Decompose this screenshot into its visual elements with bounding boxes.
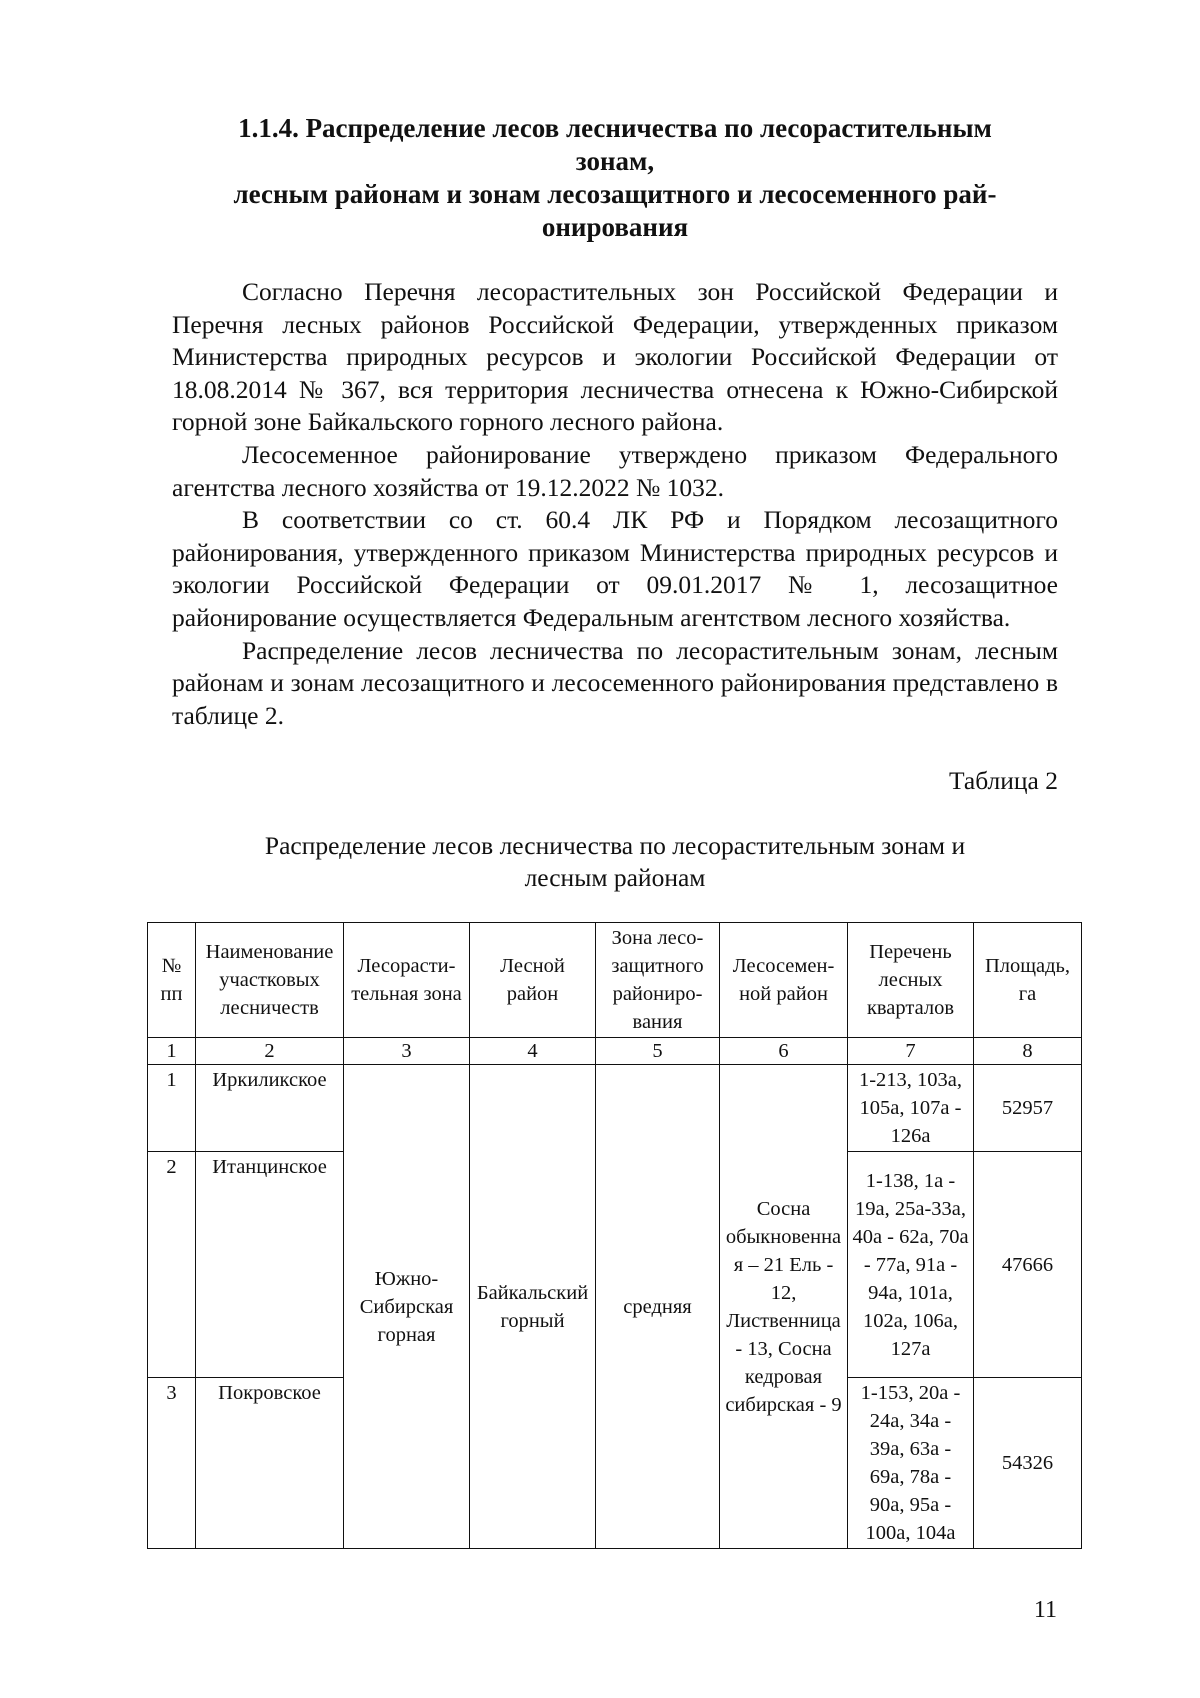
paragraph-4: Распределение лесов лесничества по лесорастительным зонам, лесным районам и зонам лесозащитного и лесосеменного районирования представлено в таблице 2. <box>172 635 1058 730</box>
header-protection-zone: Зона лесо-защитного райониро-вания <box>596 923 720 1038</box>
header-forest-zone: Лесорасти-тельная зона <box>344 923 470 1038</box>
column-number: 5 <box>596 1038 720 1065</box>
header-forestry-name: Наименование участковых лесничеств <box>196 923 344 1038</box>
heading-line-3: лесным районам и зонам лесозащитного и лесосеменного рай- <box>233 179 997 209</box>
page-number: 11 <box>1033 1597 1057 1623</box>
row-number: 3 <box>148 1378 196 1549</box>
table-label: Таблица 2 <box>948 766 1058 795</box>
area-cell: 54326 <box>974 1378 1082 1549</box>
protection-zone-cell: средняя <box>596 1065 720 1549</box>
forestry-name: Итанцинское <box>196 1152 344 1378</box>
column-number: 8 <box>974 1038 1082 1065</box>
paragraph-1: Согласно Перечня лесорастительных зон Российской Федерации и Перечня лесных районов Российской Федерации, утвержденных приказом Министерства природных ресурсов и экологии Российской Федерации от 18.08.2014 № 367, вся территория лесничества отнесена к Южно-Сибирской горной зоне Байкальского горного лесного района. <box>172 277 1058 437</box>
column-number: 6 <box>720 1038 848 1065</box>
heading-line-4: онирования <box>541 212 689 242</box>
column-number: 7 <box>848 1038 974 1065</box>
column-number: 1 <box>148 1038 196 1065</box>
body-text <box>172 276 1058 732</box>
header-seed-district: Лесосемен-ной район <box>720 923 848 1038</box>
seed-district-cell: Сосна обыкновенная – 21 Ель - 12, Лиственница - 13, Сосна кедровая сибирская - 9 <box>720 1065 848 1549</box>
paragraph-2: Лесосеменное районирование утверждено приказом Федерального агентства лесного хозяйства от 19.12.2022 № 1032. <box>172 439 1058 502</box>
heading-line-2: зонам, <box>575 146 655 176</box>
table-header-row <box>148 923 1082 1038</box>
header-forest-district: Лесной район <box>470 923 596 1038</box>
header-number: № пп <box>148 923 196 1038</box>
column-number: 4 <box>470 1038 596 1065</box>
table-caption-line-2: лесным районам <box>524 863 706 892</box>
forest-zone-cell: Южно-Сибирская горная <box>344 1065 470 1549</box>
forest-distribution-table <box>147 922 1082 1549</box>
quarters-cell: 1-153, 20а - 24а, 34а - 39а, 63а - 69а, 78а - 90а, 95а - 100а, 104а <box>848 1378 974 1549</box>
header-quarters: Перечень лесных кварталов <box>848 923 974 1038</box>
column-number: 2 <box>196 1038 344 1065</box>
paragraph-3: В соответствии со ст. 60.4 ЛК РФ и Порядком лесозащитного районирования, утвержденного приказом Министерства природных ресурсов и экологии Российской Федерации от 09.01.2017 № 1, лесозащитное районирование осуществляется Федеральным агентством лесного хозяйства. <box>172 505 1058 632</box>
area-cell: 52957 <box>974 1065 1082 1152</box>
table-caption <box>170 830 1060 894</box>
forest-district-cell: Байкальский горный <box>470 1065 596 1549</box>
header-area: Площадь, га <box>974 923 1082 1038</box>
table-caption-line-1: Распределение лесов лесничества по лесорастительным зонам и <box>264 831 966 860</box>
area-cell: 47666 <box>974 1152 1082 1378</box>
row-number: 2 <box>148 1152 196 1378</box>
quarters-cell: 1-138, 1а - 19а, 25а-33а, 40а - 62а, 70а - 77а, 91а - 94а, 101а, 102а, 106а, 127а <box>848 1152 974 1378</box>
column-number: 3 <box>344 1038 470 1065</box>
heading-line-1: 1.1.4. Распределение лесов лесничества по лесорастительным <box>238 113 992 143</box>
quarters-cell: 1-213, 103а, 105а, 107а - 126а <box>848 1065 974 1152</box>
forestry-name: Покровское <box>196 1378 344 1549</box>
row-number: 1 <box>148 1065 196 1152</box>
forestry-name: Иркиликское <box>196 1065 344 1152</box>
column-number-row <box>148 1038 1082 1065</box>
section-heading <box>170 112 1060 244</box>
table-row <box>148 1065 1082 1152</box>
